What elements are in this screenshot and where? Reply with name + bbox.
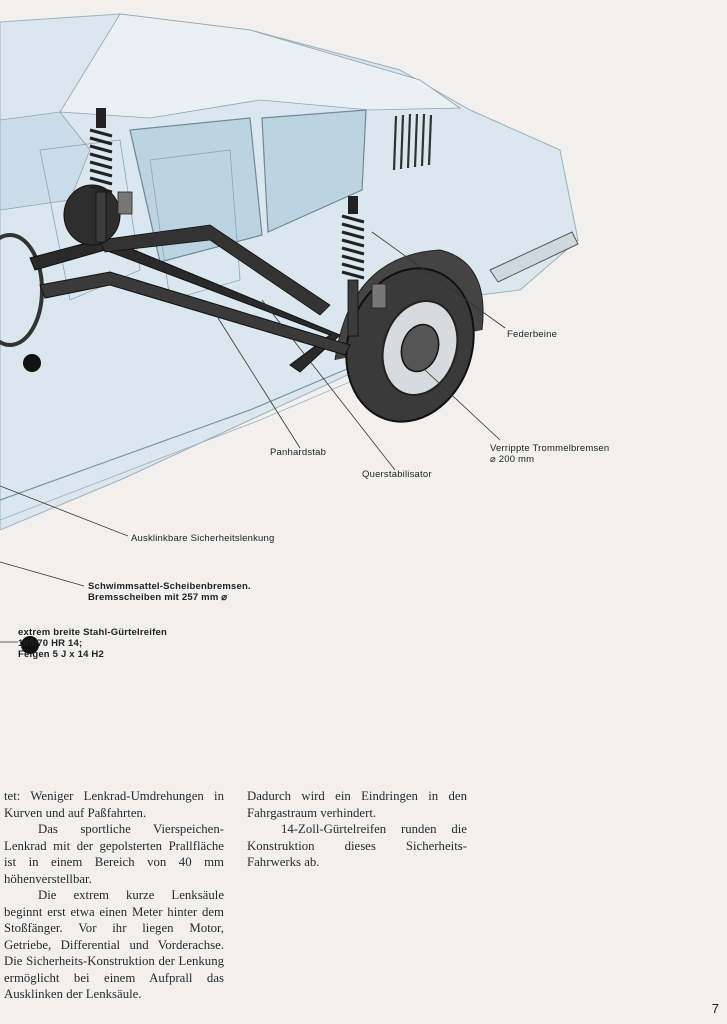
- page-number: 7: [711, 1001, 719, 1016]
- text-column-right: [247, 788, 467, 871]
- text-column-left: [4, 788, 224, 1003]
- label-reifen-1: extrem breite Stahl-Gürtelreifen: [18, 627, 167, 638]
- label-federbeine: Federbeine: [507, 329, 558, 340]
- paragraph: Die extrem kurze Lenksäule beginnt erst etwa einen Meter hinter dem Stoßfänger. Vor ihr liegen Motor, Getriebe, Differential und Vorderachse. Die Sicherheits-Konstruktion der Lenkung ermöglicht bei einem Aufprall das Ausklinken der Lenksäule.: [4, 888, 224, 1001]
- label-sicherheitslenkung: Ausklinkbare Sicherheitslenkung: [131, 533, 275, 544]
- paragraph: 14-Zoll-Gürtelreifen runden die Konstruktion dieses Sicherheits-Fahrwerks ab.: [247, 822, 467, 869]
- label-panhardstab: Panhardstab: [270, 447, 327, 458]
- paragraph: tet: Weniger Lenkrad-Umdrehungen in Kurven und auf Paßfahrten.: [4, 789, 224, 820]
- paragraph: Das sportliche Vierspeichen-Lenkrad mit der gepolsterten Prallfläche ist in einem Bereich von 40 mm höhenverstellbar.: [4, 822, 224, 886]
- label-scheibenbremsen-1: Schwimmsattel-Scheibenbremsen.: [88, 581, 251, 592]
- label-scheibenbremsen-2: Bremsscheiben mit 257 mm ⌀: [88, 592, 228, 603]
- label-querstabilisator: Querstabilisator: [362, 469, 432, 480]
- label-trommelbremsen-1: Verrippte Trommelbremsen: [490, 443, 610, 454]
- label-trommelbremsen-2: ⌀ 200 mm: [490, 454, 535, 465]
- label-reifen-3: Felgen 5 J x 14 H2: [18, 649, 104, 660]
- label-reifen-2: 185/70 HR 14;: [18, 638, 83, 649]
- paragraph: Dadurch wird ein Eindringen in den Fahrgastraum verhindert.: [247, 789, 467, 820]
